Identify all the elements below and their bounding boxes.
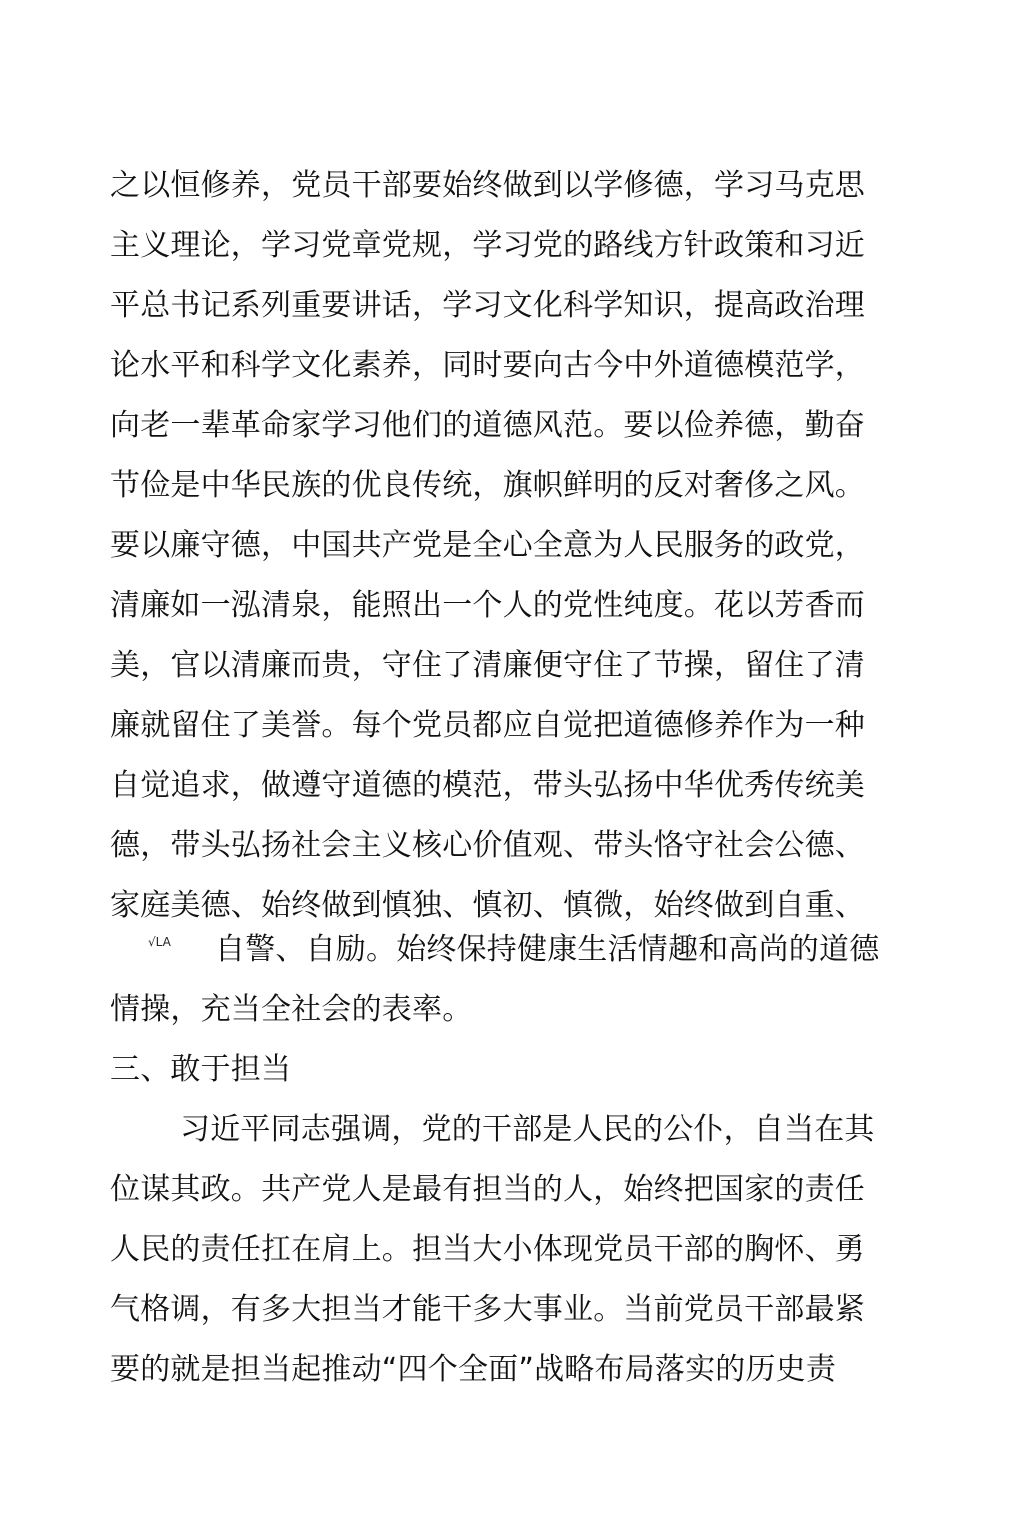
text-line: 人民的责任扛在肩上。担当大小体现党员干部的胸怀、勇 xyxy=(110,1232,865,1267)
text-line: 家庭美德、始终做到慎独、慎初、慎微，始终做到自重、 xyxy=(110,888,865,923)
text-line: 论水平和科学文化素养，同时要向古今中外道德模范学， xyxy=(110,348,865,383)
text-line: 自警、自励。始终保持健康生活情趣和高尚的道德 xyxy=(215,932,880,967)
text-line: 主义理论，学习党章党规，学习党的路线方针政策和习近 xyxy=(110,228,865,263)
text-line: 廉就留住了美誉。每个党员都应自觉把道德修养作为一种 xyxy=(110,708,865,743)
margin-mark: √LA xyxy=(148,935,171,949)
text-line: 美，官以清廉而贵，守住了清廉便守住了节操，留住了清 xyxy=(110,648,865,683)
text-line: 要的就是担当起推动“四个全面”战略布局落实的历史责 xyxy=(110,1352,837,1387)
text-line: 向老一辈革命家学习他们的道德风范。要以俭养德，勤奋 xyxy=(110,408,865,443)
section-heading: 三、敢于担当 xyxy=(110,1052,292,1087)
text-line: 自觉追求，做遵守道德的模范，带头弘扬中华优秀传统美 xyxy=(110,768,865,803)
text-line: 德，带头弘扬社会主义核心价值观、带头恪守社会公德、 xyxy=(110,828,865,863)
text-line: 节俭是中华民族的优良传统，旗帜鲜明的反对奢侈之风。 xyxy=(110,468,865,503)
paragraph-first-line: 习近平同志强调，党的干部是人民的公仆，自当在其 xyxy=(180,1112,875,1147)
text-line: 要以廉守德，中国共产党是全心全意为人民服务的政党， xyxy=(110,528,865,563)
text-line: 位谋其政。共产党人是最有担当的人，始终把国家的责任 xyxy=(110,1172,865,1207)
text-line: 气格调，有多大担当才能干多大事业。当前党员干部最紧 xyxy=(110,1292,865,1327)
text-line: 平总书记系列重要讲话，学习文化科学知识，提高政治理 xyxy=(110,288,865,323)
text-line: 清廉如一泓清泉，能照出一个人的党性纯度。花以芳香而 xyxy=(110,588,865,623)
text-line: 情操，充当全社会的表率。 xyxy=(110,992,473,1027)
text-line: 之以恒修养，党员干部要始终做到以学修德，学习马克思 xyxy=(110,168,865,203)
